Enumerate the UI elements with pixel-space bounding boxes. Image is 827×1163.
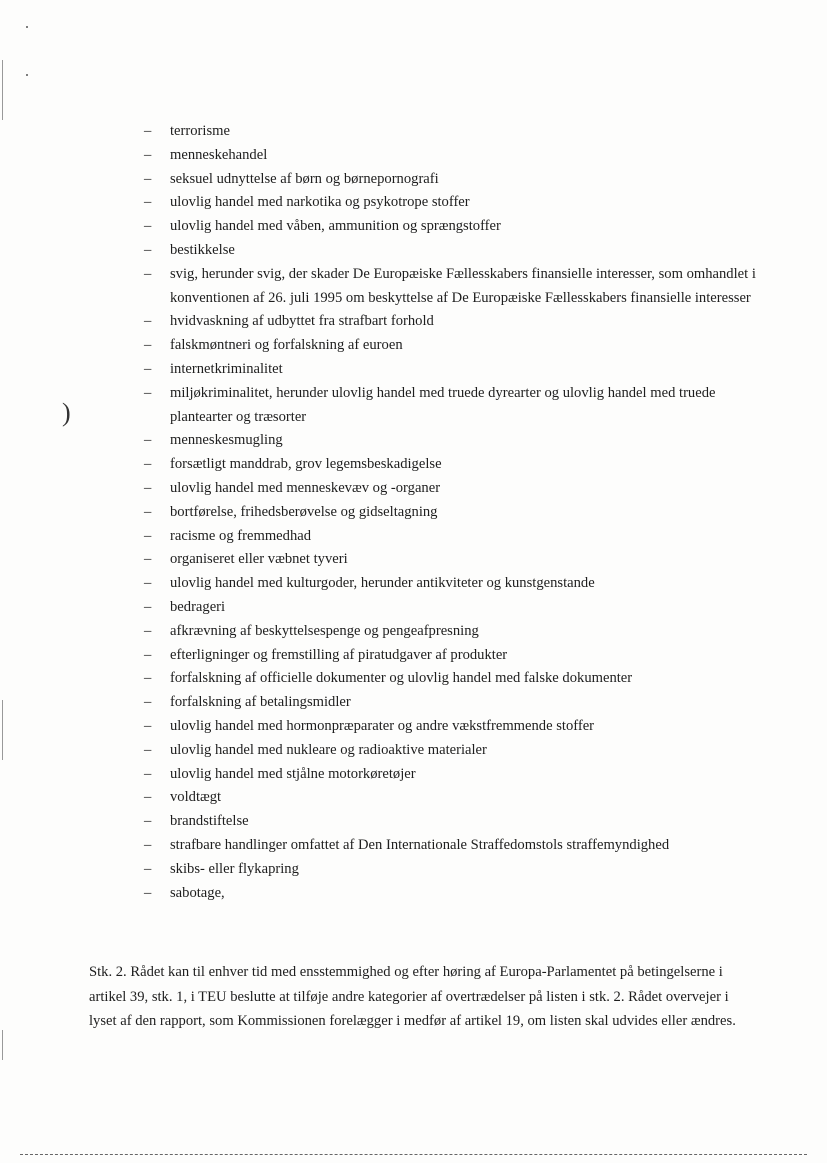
offence-list	[144, 120, 764, 905]
list-item	[144, 310, 764, 334]
list-item	[144, 453, 764, 477]
list-item-text: bestikkelse	[170, 241, 235, 258]
dash-bullet: –	[144, 717, 152, 734]
dash-bullet: –	[144, 170, 152, 187]
list-item	[144, 334, 764, 358]
list-item	[144, 215, 764, 239]
dash-bullet: –	[144, 313, 152, 330]
dash-bullet: –	[144, 503, 152, 520]
scan-edge-line	[2, 700, 3, 760]
dash-bullet: –	[144, 265, 152, 282]
dash-bullet: –	[144, 146, 152, 163]
list-item-text: brandstiftelse	[170, 813, 249, 830]
dash-bullet: –	[144, 432, 152, 449]
dash-bullet: –	[144, 337, 152, 354]
list-item	[144, 834, 764, 858]
list-item-text: ulovlig handel med stjålne motorkøretøjer	[170, 765, 416, 782]
list-item	[144, 810, 764, 834]
paragraph-stk2: Stk. 2. Rådet kan til enhver tid med ensstemmighed og efter høring af Europa-Parlamentet på betingelserne i artikel 39, stk. 1, i TEU beslutte at tilføje andre kategorier af overtrædelser på listen i stk. 2. Rådet overvejer i lyset af den rapport, som Kommissionen forelægger i medfør af artikel 19, om listen skal udvides eller ændres.	[89, 964, 736, 1029]
list-item-text: skibs- eller flykapring	[170, 860, 299, 877]
dash-bullet: –	[144, 479, 152, 496]
list-item	[144, 191, 764, 215]
list-item-text: ulovlig handel med menneskevæv og -organer	[170, 479, 441, 496]
list-item-text: ulovlig handel med nukleare og radioaktive materialer	[170, 741, 487, 758]
list-item-text: racisme og fremmedhad	[170, 527, 312, 544]
list-item-text: voldtægt	[170, 789, 222, 806]
dash-bullet: –	[144, 884, 152, 901]
scan-edge-line	[2, 1030, 3, 1060]
dash-bullet: –	[144, 598, 152, 615]
list-item-text: menneskesmugling	[170, 432, 283, 449]
dash-bullet: –	[144, 527, 152, 544]
dash-bullet: –	[144, 860, 152, 877]
dash-bullet: –	[144, 813, 152, 830]
list-item-text: seksuel udnyttelse af børn og børnepornografi	[170, 170, 439, 187]
dash-bullet: –	[144, 622, 152, 639]
list-item	[144, 358, 764, 382]
list-item	[144, 168, 764, 192]
margin-mark: )	[62, 398, 71, 427]
list-item-text: terrorisme	[170, 123, 230, 139]
list-item-text: forfalskning af betalingsmidler	[170, 694, 351, 711]
dash-bullet: –	[144, 123, 152, 139]
list-item	[144, 144, 764, 168]
list-item	[144, 715, 764, 739]
dash-bullet: –	[144, 836, 152, 853]
list-item-text: forsætligt manddrab, grov legemsbeskadigelse	[170, 456, 442, 473]
list-item-text: sabotage,	[170, 884, 225, 901]
list-item	[144, 882, 764, 906]
dash-bullet: –	[144, 765, 152, 782]
list-item-text: bortførelse, frihedsberøvelse og gidseltagning	[170, 503, 438, 520]
list-item	[144, 667, 764, 691]
list-item-text: svig, herunder svig, der skader De Europæiske Fællesskabers finansielle interesser, som omhandlet i konventionen af 26. juli 1995 om beskyttelse af De Europæiske Fællesskabers finansielle interesser	[170, 265, 756, 306]
list-item-text: afkrævning af beskyttelsespenge og pengeafpresning	[170, 622, 479, 639]
list-item-text: bedrageri	[170, 598, 226, 615]
dash-bullet: –	[144, 384, 152, 401]
dash-bullet: –	[144, 646, 152, 663]
list-item	[144, 477, 764, 501]
list-item	[144, 572, 764, 596]
list-item-text: forfalskning af officielle dokumenter og ulovlig handel med falske dokumenter	[170, 670, 633, 687]
dash-bullet: –	[144, 741, 152, 758]
list-item	[144, 739, 764, 763]
list-item	[144, 501, 764, 525]
list-item	[144, 548, 764, 572]
list-item	[144, 239, 764, 263]
list-item	[144, 644, 764, 668]
scan-edge-line	[2, 60, 3, 120]
dash-bullet: –	[144, 241, 152, 258]
page-bottom-rule	[20, 1154, 807, 1155]
list-item	[144, 382, 764, 430]
list-item-text: ulovlig handel med hormonpræparater og andre vækstfremmende stoffer	[170, 717, 595, 734]
dash-bullet: –	[144, 551, 152, 568]
scan-speck	[26, 74, 28, 76]
list-item	[144, 620, 764, 644]
list-item	[144, 763, 764, 787]
list-item-text: ulovlig handel med kulturgoder, herunder antikviteter og kunstgenstande	[170, 575, 595, 592]
list-item-text: ulovlig handel med narkotika og psykotrope stoffer	[170, 194, 470, 211]
dash-bullet: –	[144, 789, 152, 806]
list-item	[144, 429, 764, 453]
list-item-text: menneskehandel	[170, 146, 268, 163]
list-item	[144, 858, 764, 882]
list-item-text: efterligninger og fremstilling af piratudgaver af produkter	[170, 646, 508, 663]
list-item	[144, 263, 764, 311]
list-item	[144, 691, 764, 715]
list-item-text: ulovlig handel med våben, ammunition og sprængstoffer	[170, 218, 501, 235]
scan-speck	[26, 26, 28, 28]
dash-bullet: –	[144, 456, 152, 473]
list-item-text: strafbare handlinger omfattet af Den Internationale Straffedomstols straffemyndighed	[170, 836, 670, 853]
list-item-text: internetkriminalitet	[170, 360, 283, 377]
list-item	[144, 786, 764, 810]
list-item	[144, 596, 764, 620]
dash-bullet: –	[144, 360, 152, 377]
dash-bullet: –	[144, 670, 152, 687]
list-item-text: organiseret eller væbnet tyveri	[170, 551, 348, 568]
dash-bullet: –	[144, 218, 152, 235]
list-item	[144, 120, 764, 144]
list-item-text: falskmøntneri og forfalskning af euroen	[170, 337, 403, 354]
list-item-text: hvidvaskning af udbyttet fra strafbart forhold	[170, 313, 434, 330]
list-item	[144, 525, 764, 549]
dash-bullet: –	[144, 194, 152, 211]
dash-bullet: –	[144, 694, 152, 711]
dash-bullet: –	[144, 575, 152, 592]
list-item-text: miljøkriminalitet, herunder ulovlig handel med truede dyrearter og ulovlig handel med truede plantearter og træsorter	[170, 384, 716, 425]
